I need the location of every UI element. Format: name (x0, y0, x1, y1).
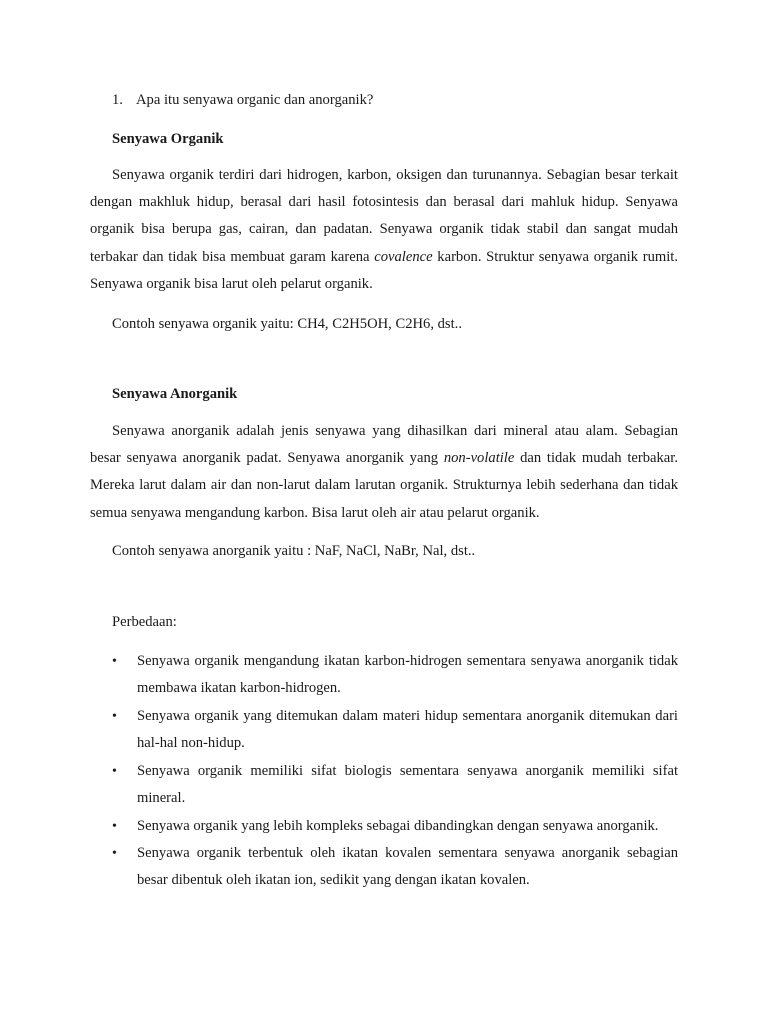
example-anorganik: Contoh senyawa anorganik yaitu : NaF, NaCl, NaBr, Nal, dst.. (112, 543, 476, 559)
italic-covalence: covalence (374, 248, 433, 265)
list-item (90, 758, 678, 812)
heading-anorganik: Senyawa Anorganik (112, 386, 238, 402)
list-item-text: Senyawa organik yang ditemukan dalam materi hidup sementara anorganik ditemukan dari hal-hal non-hidup. (137, 708, 678, 752)
bullet-icon: • (112, 709, 117, 724)
paragraph-anorganik-part-1: Senyawa anorganik adalah jenis senyawa yang dihasilkan dari mineral atau alam. Sebagian besar senyawa anorganik padat. Senyawa anorganik yang (90, 423, 678, 467)
question-text: Apa itu senyawa organic dan anorganik? (136, 92, 374, 108)
paragraph-organik-part-1: Senyawa organik terdiri dari hidrogen, karbon, oksigen dan turunannya. Sebagian besar terkait dengan makhluk hidup, berasal dari hasil fotosintesis dan berasal dari mahluk hidup. Senyawa organik bisa berupa gas, cairan, dan padatan. Senyawa organik tidak stabil dan sangat mudah terbakar dan tidak bisa membuat garam karena (90, 167, 678, 265)
list-item (90, 703, 678, 757)
bullet-icon: • (112, 764, 117, 779)
italic-non-volatile: non-volatile (443, 450, 515, 467)
question-line (112, 92, 373, 109)
list-item-text: Senyawa organik terbentuk oleh ikatan kovalen sementara senyawa anorganik sebagian besar dibentuk oleh ikatan ion, sedikit yang dengan ikatan kovalen. (137, 845, 678, 889)
list-item-text: Senyawa organik mengandung ikatan karbon-hidrogen sementara senyawa anorganik tidak membawa ikatan karbon-hidrogen. (137, 653, 678, 697)
example-organik: Contoh senyawa organik yaitu: CH4, C2H5OH, C2H6, dst.. (112, 316, 462, 332)
paragraph-organik (90, 162, 678, 298)
list-item (90, 648, 678, 702)
bullet-icon: • (112, 819, 117, 834)
list-item (90, 840, 678, 894)
list-item (90, 813, 678, 840)
list-item-text: Senyawa organik memiliki sifat biologis sementara senyawa anorganik memiliki sifat mineral. (137, 763, 678, 807)
bullet-icon: • (112, 654, 117, 669)
list-item-text: Senyawa organik yang lebih kompleks sebagai dibandingkan dengan senyawa anorganik. (137, 818, 659, 834)
heading-organik: Senyawa Organik (112, 131, 224, 147)
perbedaan-label: Perbedaan: (112, 614, 177, 630)
paragraph-anorganik (90, 418, 678, 527)
paragraph-anorganik-part-2: dan tidak mudah terbakar. Mereka larut dalam air dan non-larut dalam larutan organik. Strukturnya lebih sederhana dan tidak semua senyawa mengandung karbon. Bisa larut oleh air atau pelarut organik. (90, 450, 678, 521)
paragraph-organik-part-2: karbon. Struktur senyawa organik rumit. Senyawa organik bisa larut oleh pelarut organik. (90, 248, 678, 292)
question-number: 1. (112, 92, 123, 108)
bullet-icon: • (112, 846, 117, 861)
